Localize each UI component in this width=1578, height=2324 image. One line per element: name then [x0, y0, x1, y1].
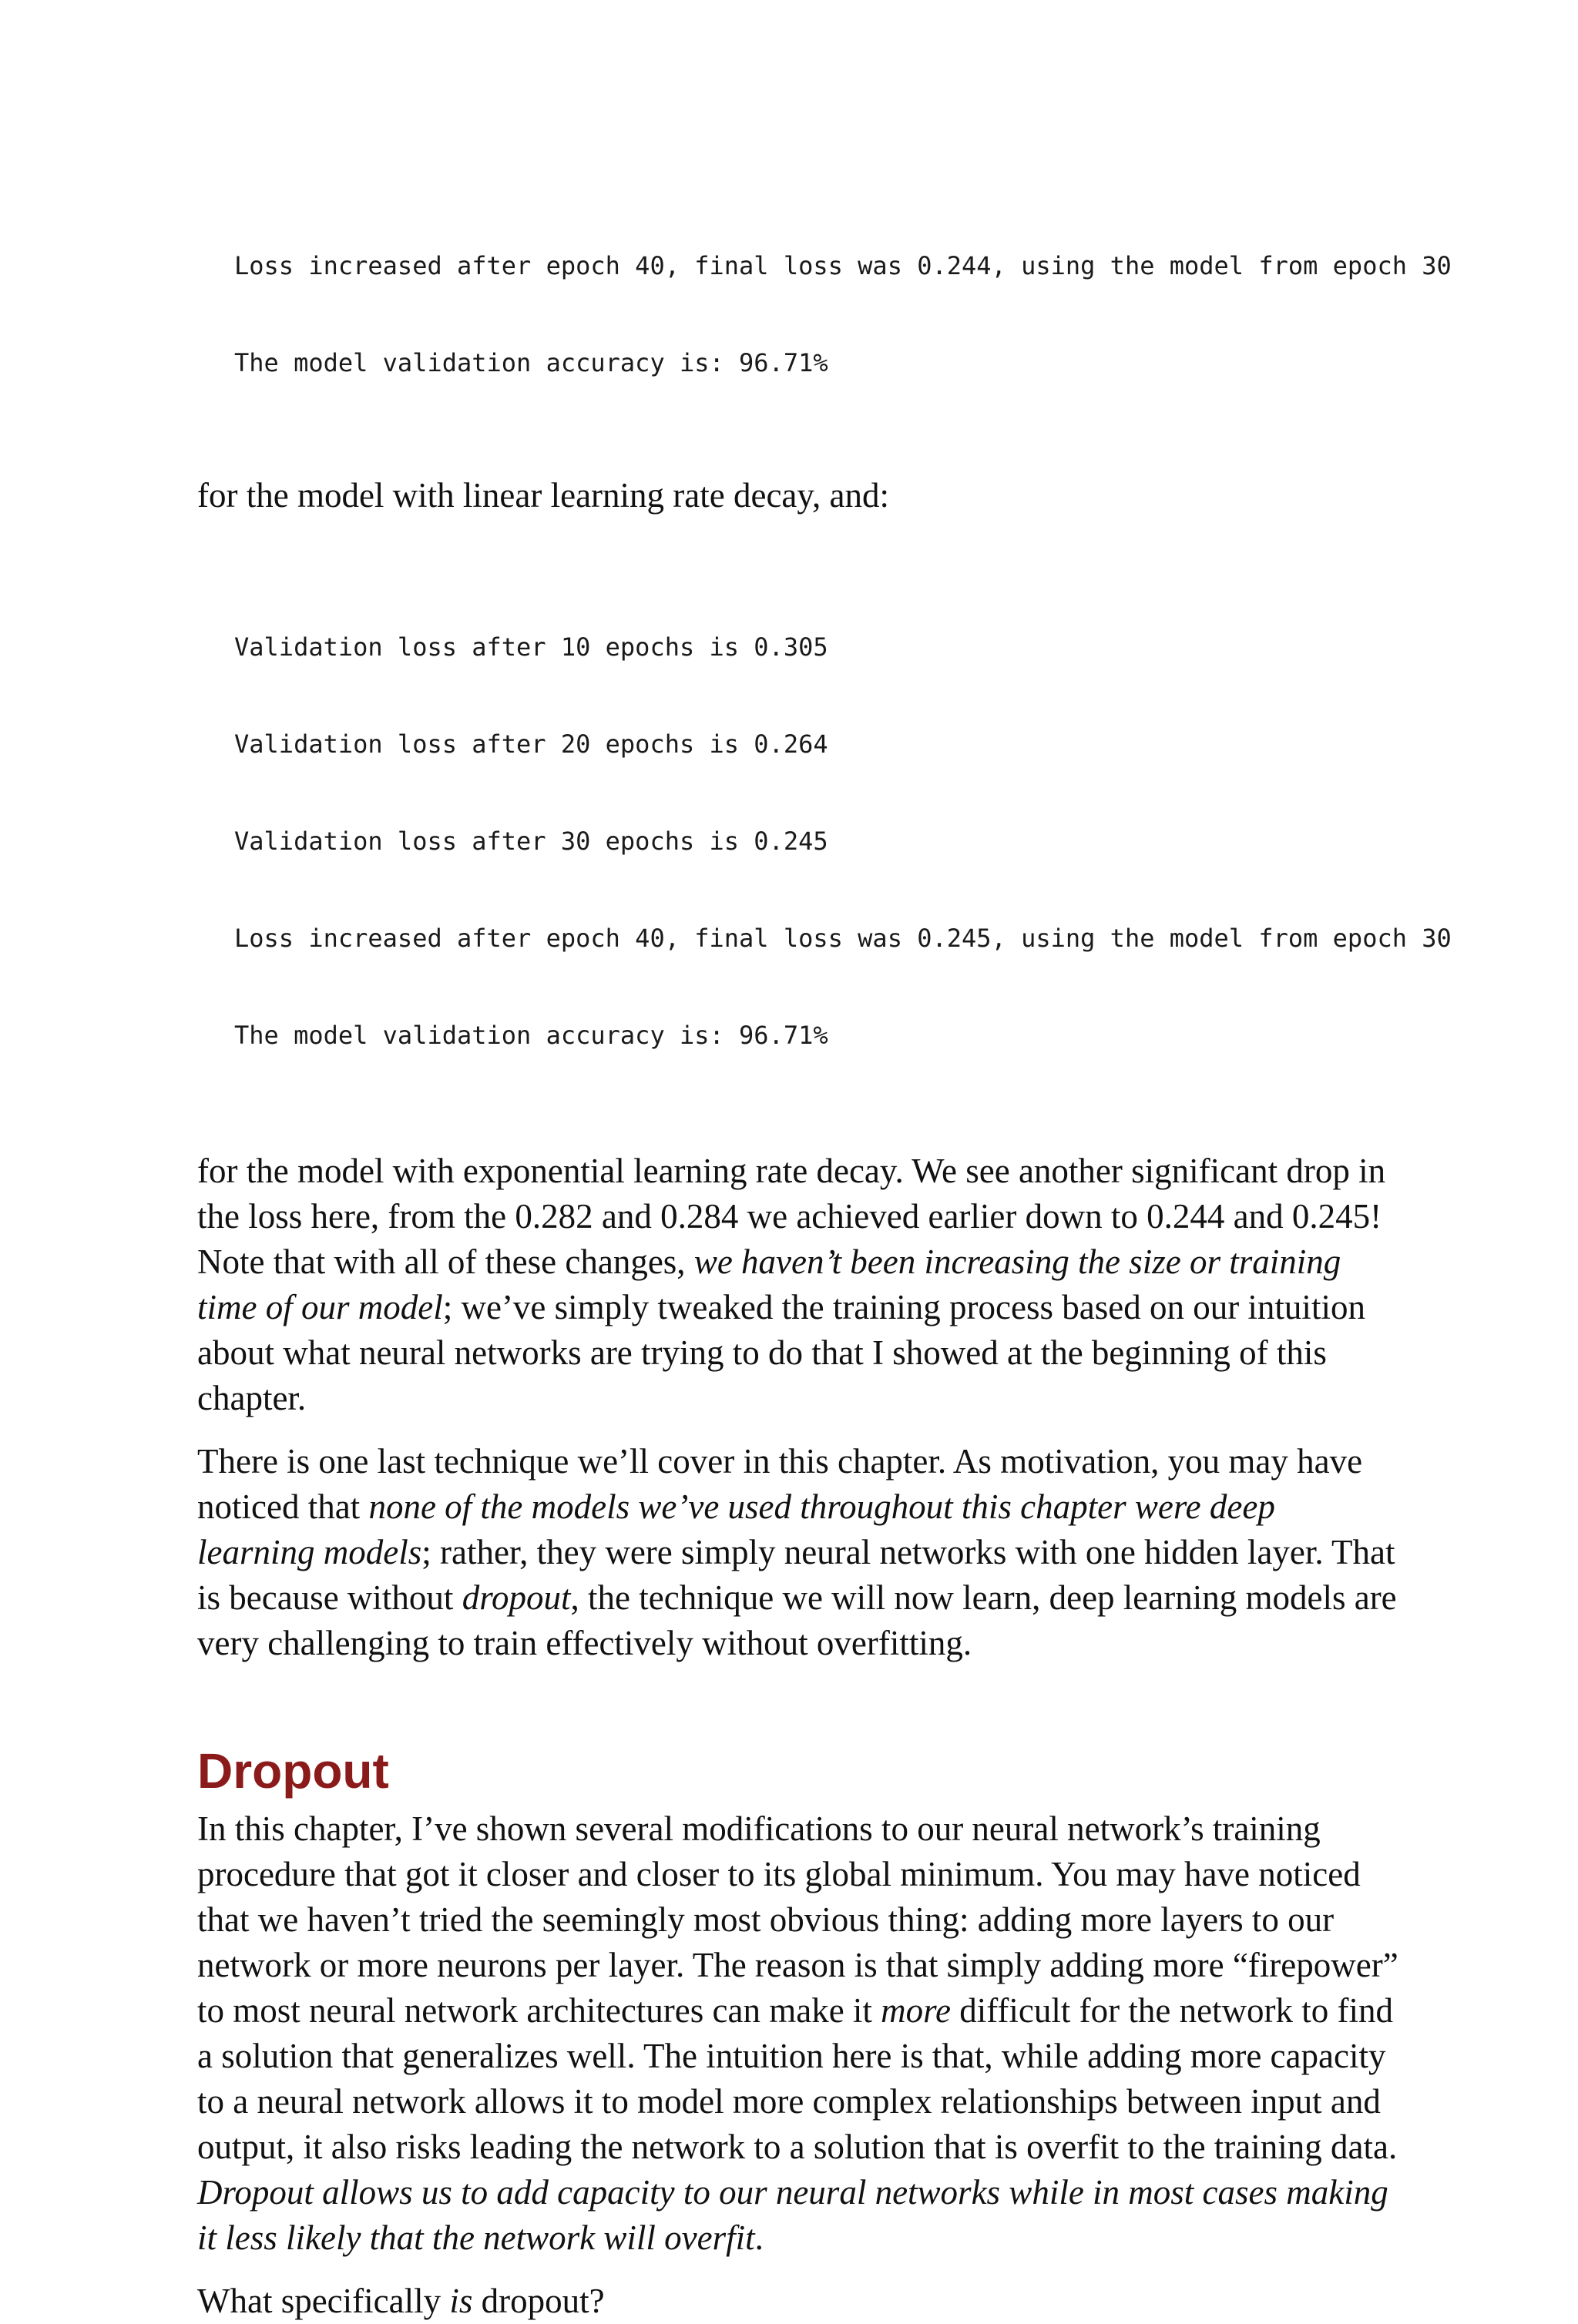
code-output-exponential-decay	[197, 566, 1452, 1116]
text-span: difficult for the network to find a solution that generalizes well. The intuition here is that, while adding more capacity to a neural network allows it to model more complex relationships between input and output, it also risks leading the network to a solution that is overfit to the training data.	[197, 1991, 1398, 2166]
text-span: dropout?	[472, 2282, 605, 2320]
text-span: ; rather, they were simply neural networks with one hidden layer. That is because without	[197, 1533, 1395, 1617]
text-span: What specifically	[197, 2282, 450, 2320]
text-span: , the technique we will now learn, deep learning models are very challenging to train effectively without overfitting.	[197, 1578, 1397, 1662]
emphasis-text: Dropout allows us to add capacity to our neural networks while in most cases making it less likely that the network will overfit	[197, 2173, 1388, 2257]
document-page	[197, 185, 1452, 2324]
code-line: The model validation accuracy is: 96.71%	[234, 348, 828, 377]
code-line: Validation loss after 30 epochs is 0.245	[234, 827, 828, 856]
code-line: Loss increased after epoch 40, final loss was 0.244, using the model from epoch 30	[234, 251, 1452, 280]
paragraph-question	[197, 2279, 1399, 2324]
code-line: Validation loss after 10 epochs is 0.305	[234, 632, 828, 662]
emphasis-text: is	[449, 2282, 473, 2320]
code-line: The model validation accuracy is: 96.71%	[234, 1021, 828, 1050]
code-line: Loss increased after epoch 40, final loss was 0.245, using the model from epoch 30	[234, 924, 1452, 953]
paragraph-linear-decay: for the model with linear learning rate decay, and:	[197, 476, 889, 515]
paragraph-dropout-intro	[197, 1806, 1399, 2261]
code-line: Validation loss after 20 epochs is 0.264	[234, 729, 828, 759]
emphasis-text: none of the models we’ve used throughout this chapter were deep learning models	[197, 1487, 1275, 1571]
text-span: In this chapter, I’ve shown several modifications to our neural network’s training procedure that got it closer and closer to its global minimum. You may have noticed that we haven’t tried the seemingly most obvious thing: adding more layers to our network or more neurons per layer. The reason is that simply adding more “firepower” to most neural network architectures can make it	[197, 1809, 1398, 2030]
emphasis-text: dropout	[462, 1578, 571, 1617]
emphasis-text: we haven’t been increasing the size or training time of our model	[197, 1242, 1341, 1326]
text-span: ; we’ve simply tweaked the training process based on our intuition about what neural networks are trying to do that I showed at the beginning of this chapter.	[197, 1288, 1365, 1417]
text-span: for the model with exponential learning rate decay. We see another significant drop in the loss here, from the 0.282 and 0.284 we achieved earlier down to 0.244 and 0.245! Note that with all of these changes,	[197, 1152, 1386, 1281]
emphasis-text: more	[881, 1991, 951, 2030]
section-heading-dropout: Dropout	[197, 1743, 389, 1799]
paragraph-last-technique	[197, 1439, 1399, 1666]
text-span: .	[754, 2218, 764, 2257]
code-output-linear-decay	[197, 185, 1452, 444]
text-span: There is one last technique we’ll cover in this chapter. As motivation, you may have noticed that	[197, 1442, 1363, 1526]
paragraph-exponential-decay	[197, 1149, 1399, 1421]
